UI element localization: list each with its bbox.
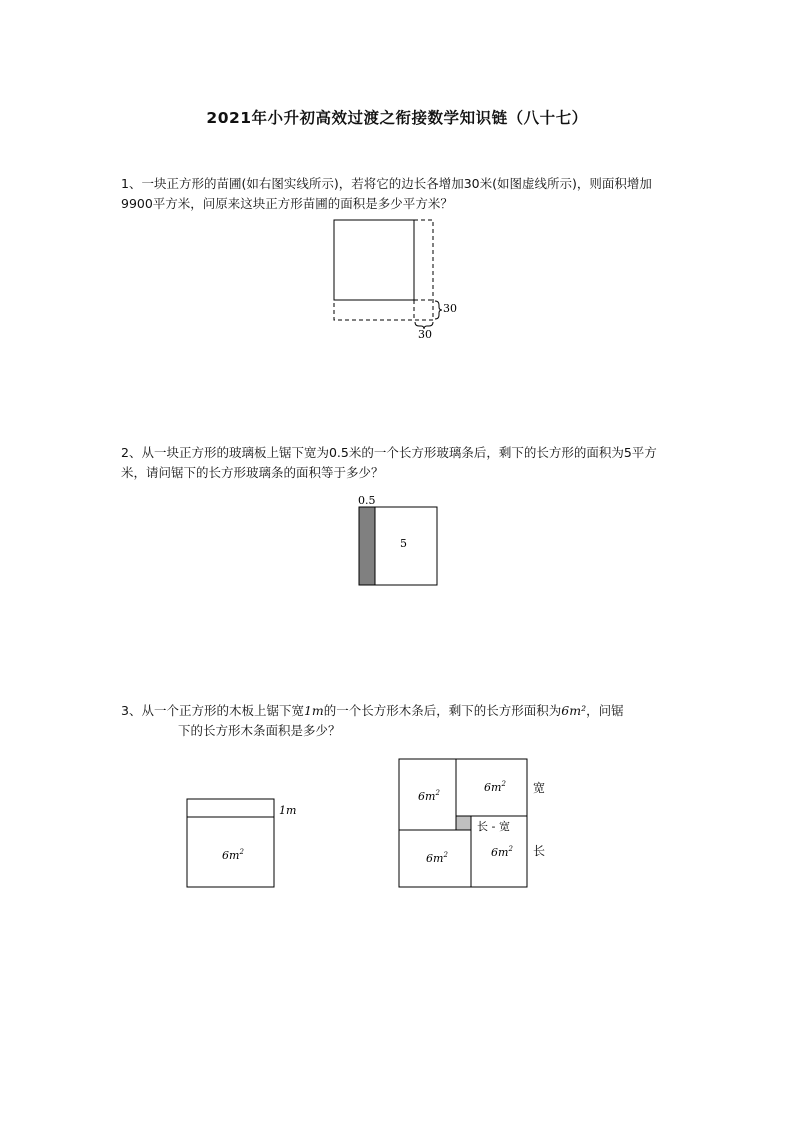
extension-dashed-outline [334, 220, 433, 320]
q3-line1-part-c: ，问锯 [586, 703, 624, 718]
q3-area: 6m² [561, 703, 587, 718]
label-6m2-topright: $6m^2$ [484, 780, 506, 794]
label-6m2-left: $6m^2$ [222, 848, 244, 862]
glass-strip [359, 507, 375, 585]
label-length: 长 [533, 844, 546, 858]
question-2-figure [352, 490, 452, 620]
label-6m2-topleft: $6m^2$ [418, 789, 440, 803]
label-length-minus-width: 长 - 宽 [477, 820, 510, 833]
question-3-figure-left [180, 790, 310, 900]
label-5: 5 [400, 537, 407, 550]
original-square [334, 220, 414, 300]
question-2-text: 2、从一块正方形的玻璃板上锯下宽为0.5米的一个长方形玻璃条后，剩下的长方形的面积为5平方米，请问锯下的长方形玻璃条的面积等于多少？ [121, 445, 657, 480]
question-3-line-1 [121, 701, 624, 719]
question-1-text: 1、一块正方形的苗圃(如右图实线所示)，若将它的边长各增加30米(如图虚线所示)，则面积增加9900平方米，问原来这块正方形苗圃的面积是多少平方米？ [121, 176, 652, 211]
question-3-figure-right [390, 750, 560, 895]
question-1-figure [325, 215, 465, 345]
label-0-5: 0.5 [358, 494, 376, 507]
q3-line1-part-b: 的一个长方形木条后，剩下的长方形面积为 [323, 703, 562, 718]
right-brace [435, 301, 442, 319]
q3-line1-part-a: 3、从一个正方形的木板上锯下宽 [121, 703, 304, 718]
label-6m2-bottomleft: $6m^2$ [426, 851, 448, 865]
page-title: 2021年小升初高效过渡之衔接数学知识链（八十七） [206, 109, 588, 127]
question-3-line-2: 下的长方形木条面积是多少？ [178, 723, 341, 738]
q3-unit: 1m [303, 703, 324, 718]
label-width: 宽 [533, 781, 546, 795]
label-30-bottom: 30 [418, 328, 432, 341]
label-6m2-bottomright: $6m^2$ [491, 845, 513, 859]
center-small-square [456, 816, 471, 830]
label-1m: 1m [279, 804, 297, 817]
wood-board [187, 799, 274, 887]
label-30-right: 30 [443, 302, 457, 315]
